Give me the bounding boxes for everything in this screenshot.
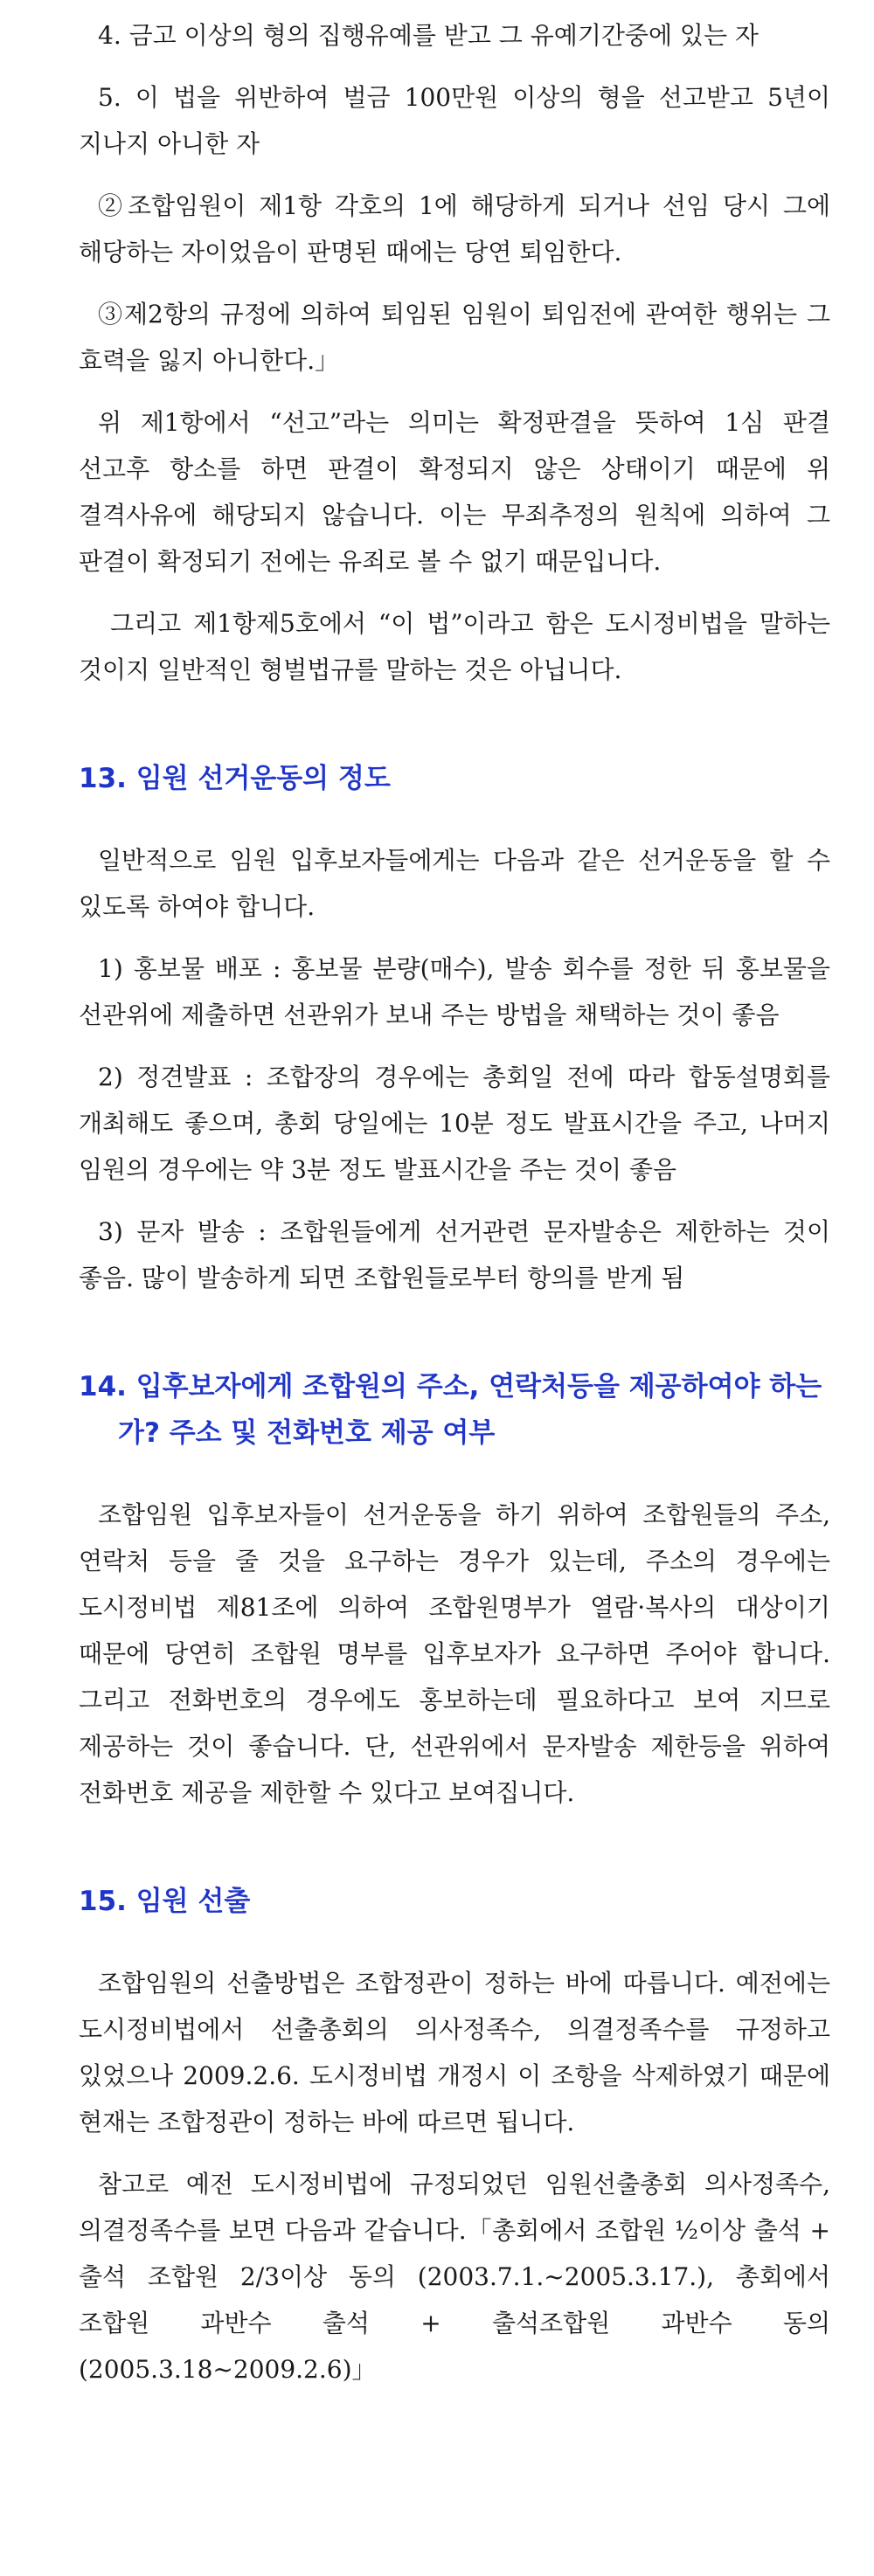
spacer — [79, 1457, 830, 1492]
item-4-text: 4. 금고 이상의 형의 집행유예를 받고 그 유예기간중에 있는 자 — [98, 21, 759, 50]
section-14 — [79, 1364, 830, 1816]
spacer — [79, 1317, 830, 1364]
section-13-item-2: 2) 정견발표 : 조합장의 경우에는 총회일 전에 따라 합동설명회를 개최해도 좋으며, 총회 당일에는 10분 정도 발표시간을 주고, 나머지 임원의 경우에는 약 3분 정도 발표시간을 주는 것이 좋음 — [79, 1063, 830, 1184]
section-13-item-1: 1) 홍보물 배포 : 홍보물 분량(매수), 발송 회수를 정한 뒤 홍보물을 선관위에 제출하면 선관위가 보내 주는 방법을 채택하는 것이 좋음 — [79, 954, 830, 1029]
law-scope-paragraph: 그리고 제1항제5호에서 “이 법”이라고 함은 도시정비법을 말하는 것이지 일반적인 형벌법규를 말하는 것은 아닙니다. — [79, 609, 830, 684]
explanation-paragraph: 위 제1항에서 “선고”라는 의미는 확정판결을 뜻하여 1심 판결 선고후 항소를 하면 판결이 확정되지 않은 상태이기 때문에 위 결격사유에 해당되지 않습니다. 이는 무죄추정의 원칙에 의하여 그 판결이 확정되기 전에는 유죄로 볼 수 없기 때문입니다. — [79, 408, 830, 576]
spacer — [79, 1925, 830, 1960]
clause-3-text: ③제2항의 규정에 의하여 퇴임된 임원이 퇴임전에 관여한 행위는 그 효력을 잃지 아니한다.」 — [79, 300, 830, 375]
section-15-reference: 참고로 예전 도시정비법에 규정되었던 임원선출총회 의사정족수, 의결정족수를 보면 다음과 같습니다.「총회에서 조합원 ½이상 출석 + 출석 조합원 2/3이상 동의 (2003.7.1.~2005.3.17.), 총회에서 조합원 과반수 출석 + 출석조합원 과반수 동의 (2005.3.18~2009.2.6)」 — [79, 2170, 830, 2384]
section-13 — [79, 756, 830, 1301]
spacer — [79, 802, 830, 837]
section-15-body: 조합임원의 선출방법은 조합정관이 정하는 바에 따릅니다. 예전에는 도시정비법에서 선출총회의 의사정족수, 의결정족수를 규정하고 있었으나 2009.2.6. 도시정비법 개정시 이 조항을 삭제하였기 때문에 현재는 조합정관이 정하는 바에 따르면 됩니다. — [79, 1969, 830, 2136]
item-5-text: 5. 이 법을 위반하여 벌금 100만원 이상의 형을 선고받고 5년이 지나지 아니한 자 — [79, 83, 830, 158]
spacer — [79, 709, 830, 756]
section-15-heading: 15. 임원 선출 — [79, 1886, 251, 1917]
clause-2-text: ②조합임원이 제1항 각호의 1에 해당하게 되거나 선임 당시 그에 해당하는 자이었음이 판명된 때에는 당연 퇴임한다. — [79, 191, 830, 267]
spacer — [79, 1832, 830, 1879]
section-13-item-3: 3) 문자 발송 : 조합원들에게 선거관련 문자발송은 제한하는 것이 좋음. 많이 발송하게 되면 조합원들로부터 항의를 받게 됨 — [79, 1217, 830, 1292]
section-13-heading: 13. 임원 선거운동의 정도 — [79, 763, 391, 794]
section-14-heading: 14. 입후보자에게 조합원의 주소, 연락처등을 제공하여야 하는가? 주소 및 전화번호 제공 여부 — [79, 1371, 822, 1449]
section-13-intro: 일반적으로 임원 입후보자들에게는 다음과 같은 선거운동을 할 수 있도록 하여야 합니다. — [79, 846, 830, 921]
section-14-body: 조합임원 입후보자들이 선거운동을 하기 위하여 조합원들의 주소, 연락처 등을 줄 것을 요구하는 경우가 있는데, 주소의 경우에는 도시정비법 제81조에 의하여 조합원명부가 열람·복사의 대상이기 때문에 당연히 조합원 명부를 입후보자가 요구하면 주어야 합니다. 그리고 전화번호의 경우에도 홍보하는데 필요하다고 보여 지므로 제공하는 것이 좋습니다. 단, 선관위에서 문자발송 제한등을 위하여 전화번호 제공을 제한할 수 있다고 보여집니다. — [79, 1500, 830, 1807]
section-15 — [79, 1879, 830, 2392]
